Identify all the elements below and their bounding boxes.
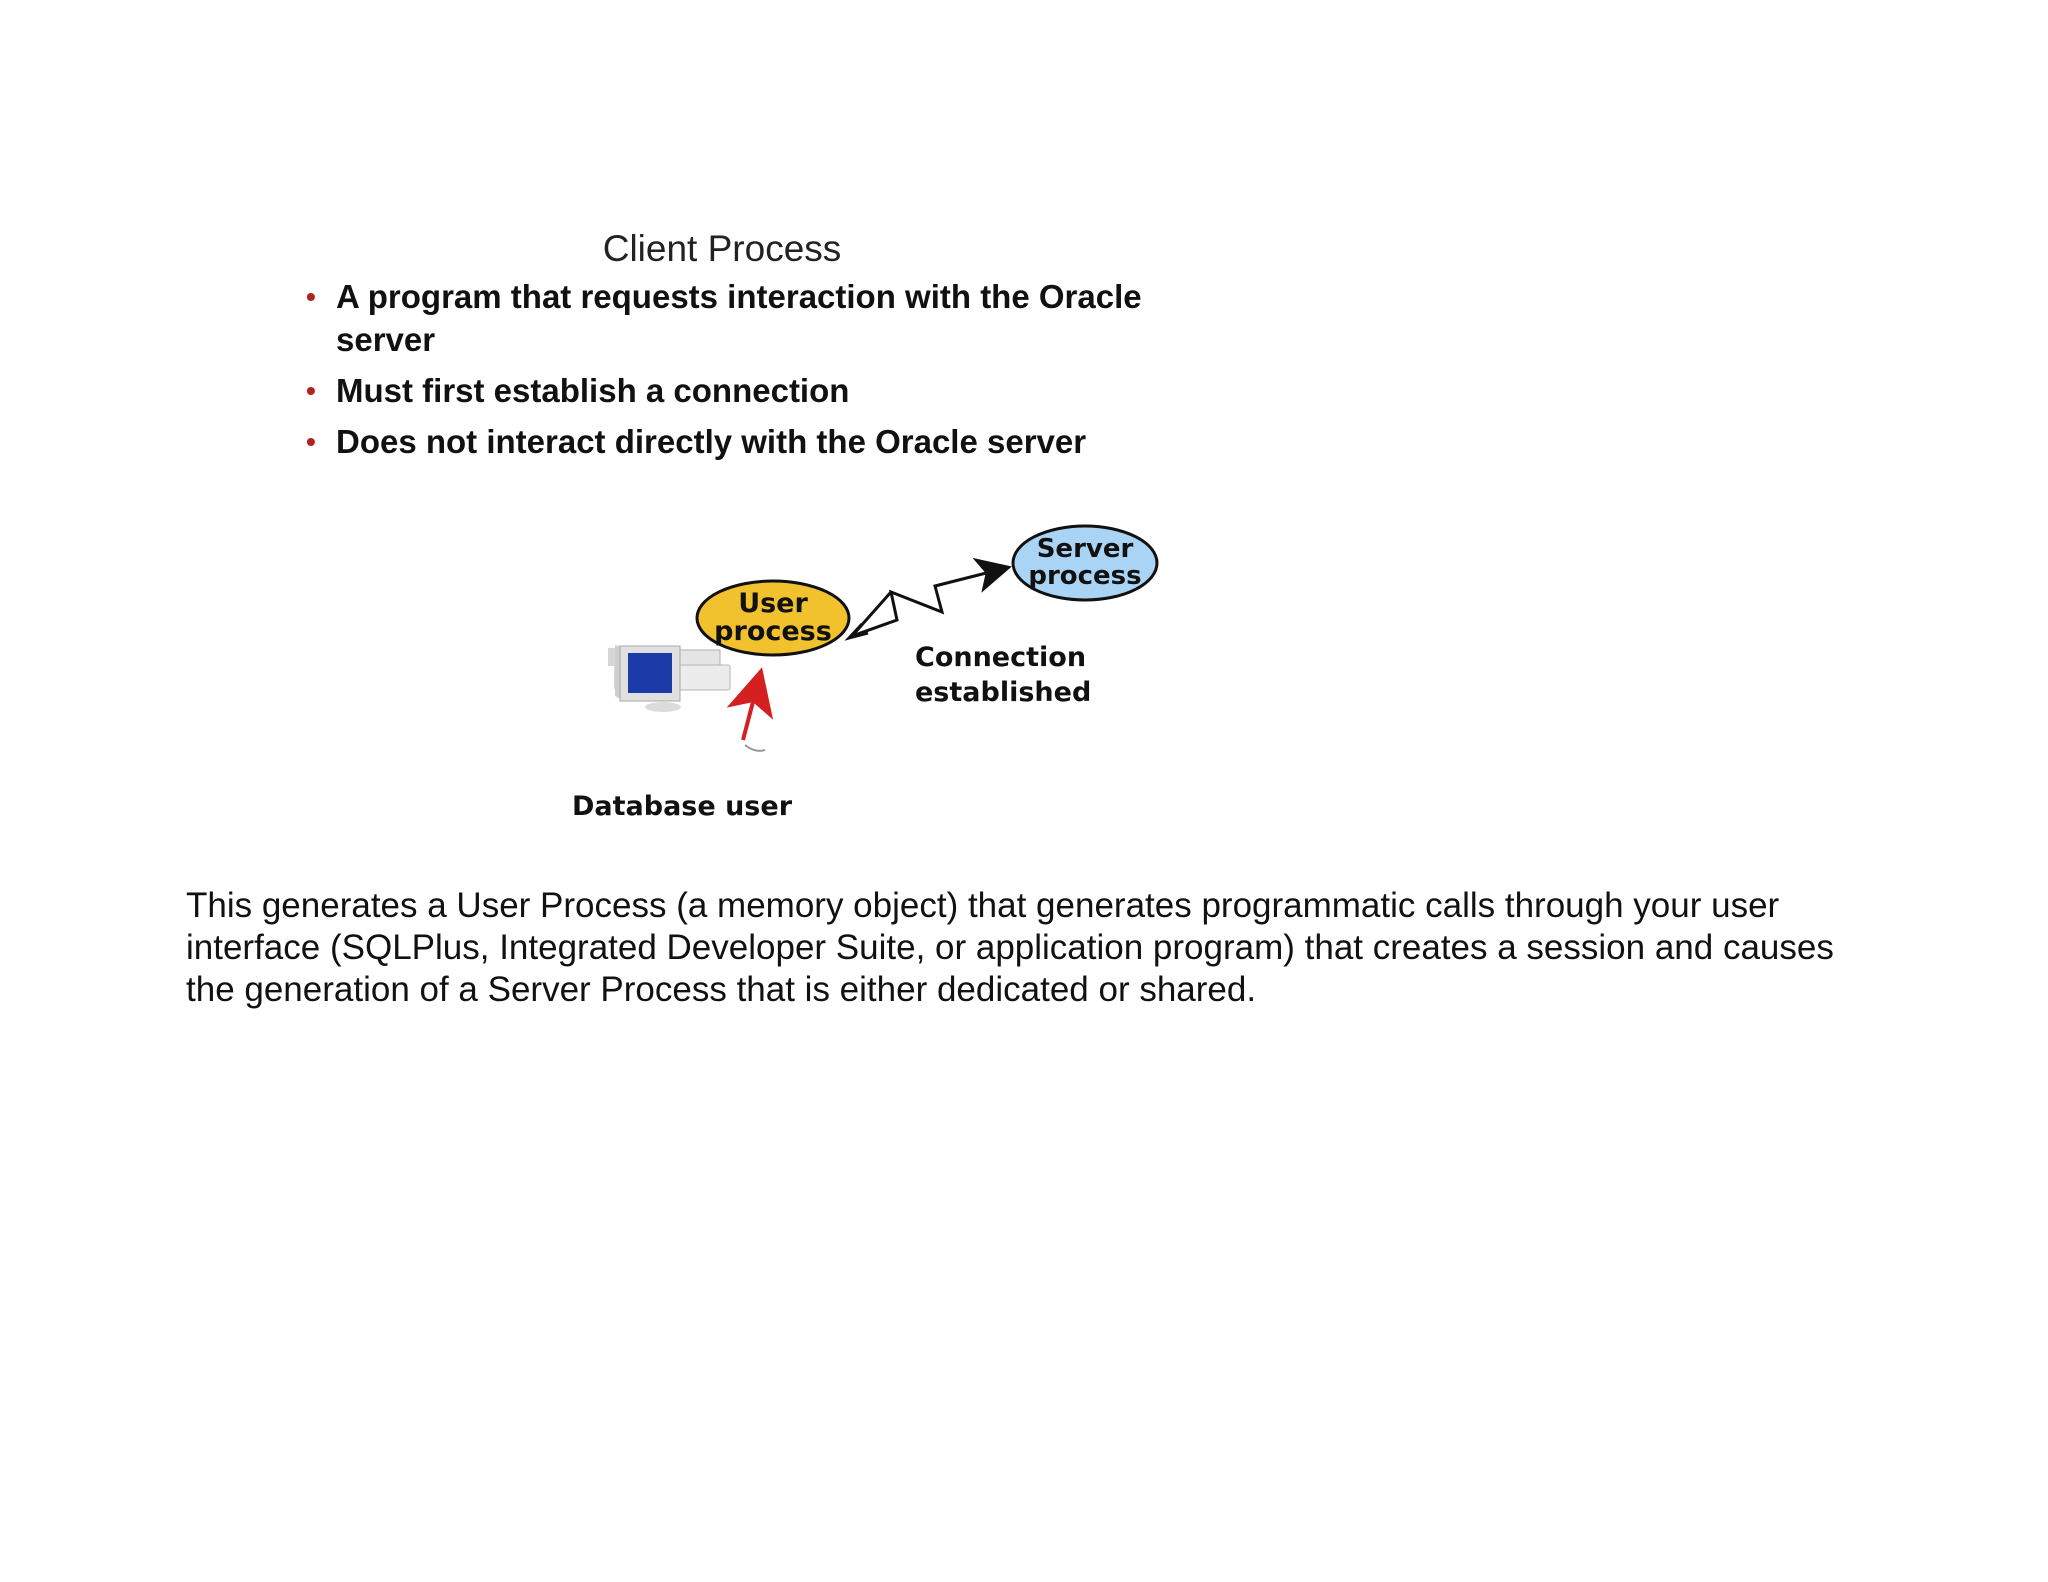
red-arrow (743, 675, 760, 740)
client-process-figure (290, 210, 1230, 845)
bullet-text: A program that requests interaction with the Oracle server (336, 278, 1142, 358)
bullet-marker: • (306, 281, 316, 312)
database-user-label: Database user (572, 791, 793, 822)
user-process-label-line1: User (738, 588, 808, 619)
server-process-label-line1: Server (1036, 534, 1134, 564)
connection-label-line1: Connection (915, 642, 1087, 673)
monitor-screen (628, 653, 672, 693)
bullet-marker: • (306, 426, 316, 457)
bullet-text: Must first establish a connection (336, 372, 850, 409)
connection-diagram (290, 210, 1230, 845)
explanation-paragraph: This generates a User Process (a memory object) that generates programmatic calls through your user interface (SQLPlus, Integrated Developer Suite, or application program) that creates a session and causes the generation of a Server Process that is either dedicated or shared. (186, 886, 1834, 1009)
computer-icon (608, 645, 730, 712)
mouse-cable-icon (745, 745, 765, 751)
connection-link (852, 568, 1006, 636)
connection-label-line2: established (915, 677, 1092, 708)
server-process-label-line2: process (1028, 561, 1142, 591)
figure-title: Client Process (602, 228, 842, 269)
bullet-text: Does not interact directly with the Oracle server (336, 423, 1087, 460)
bullet-marker: • (306, 375, 316, 406)
user-process-label-line2: process (714, 616, 832, 647)
